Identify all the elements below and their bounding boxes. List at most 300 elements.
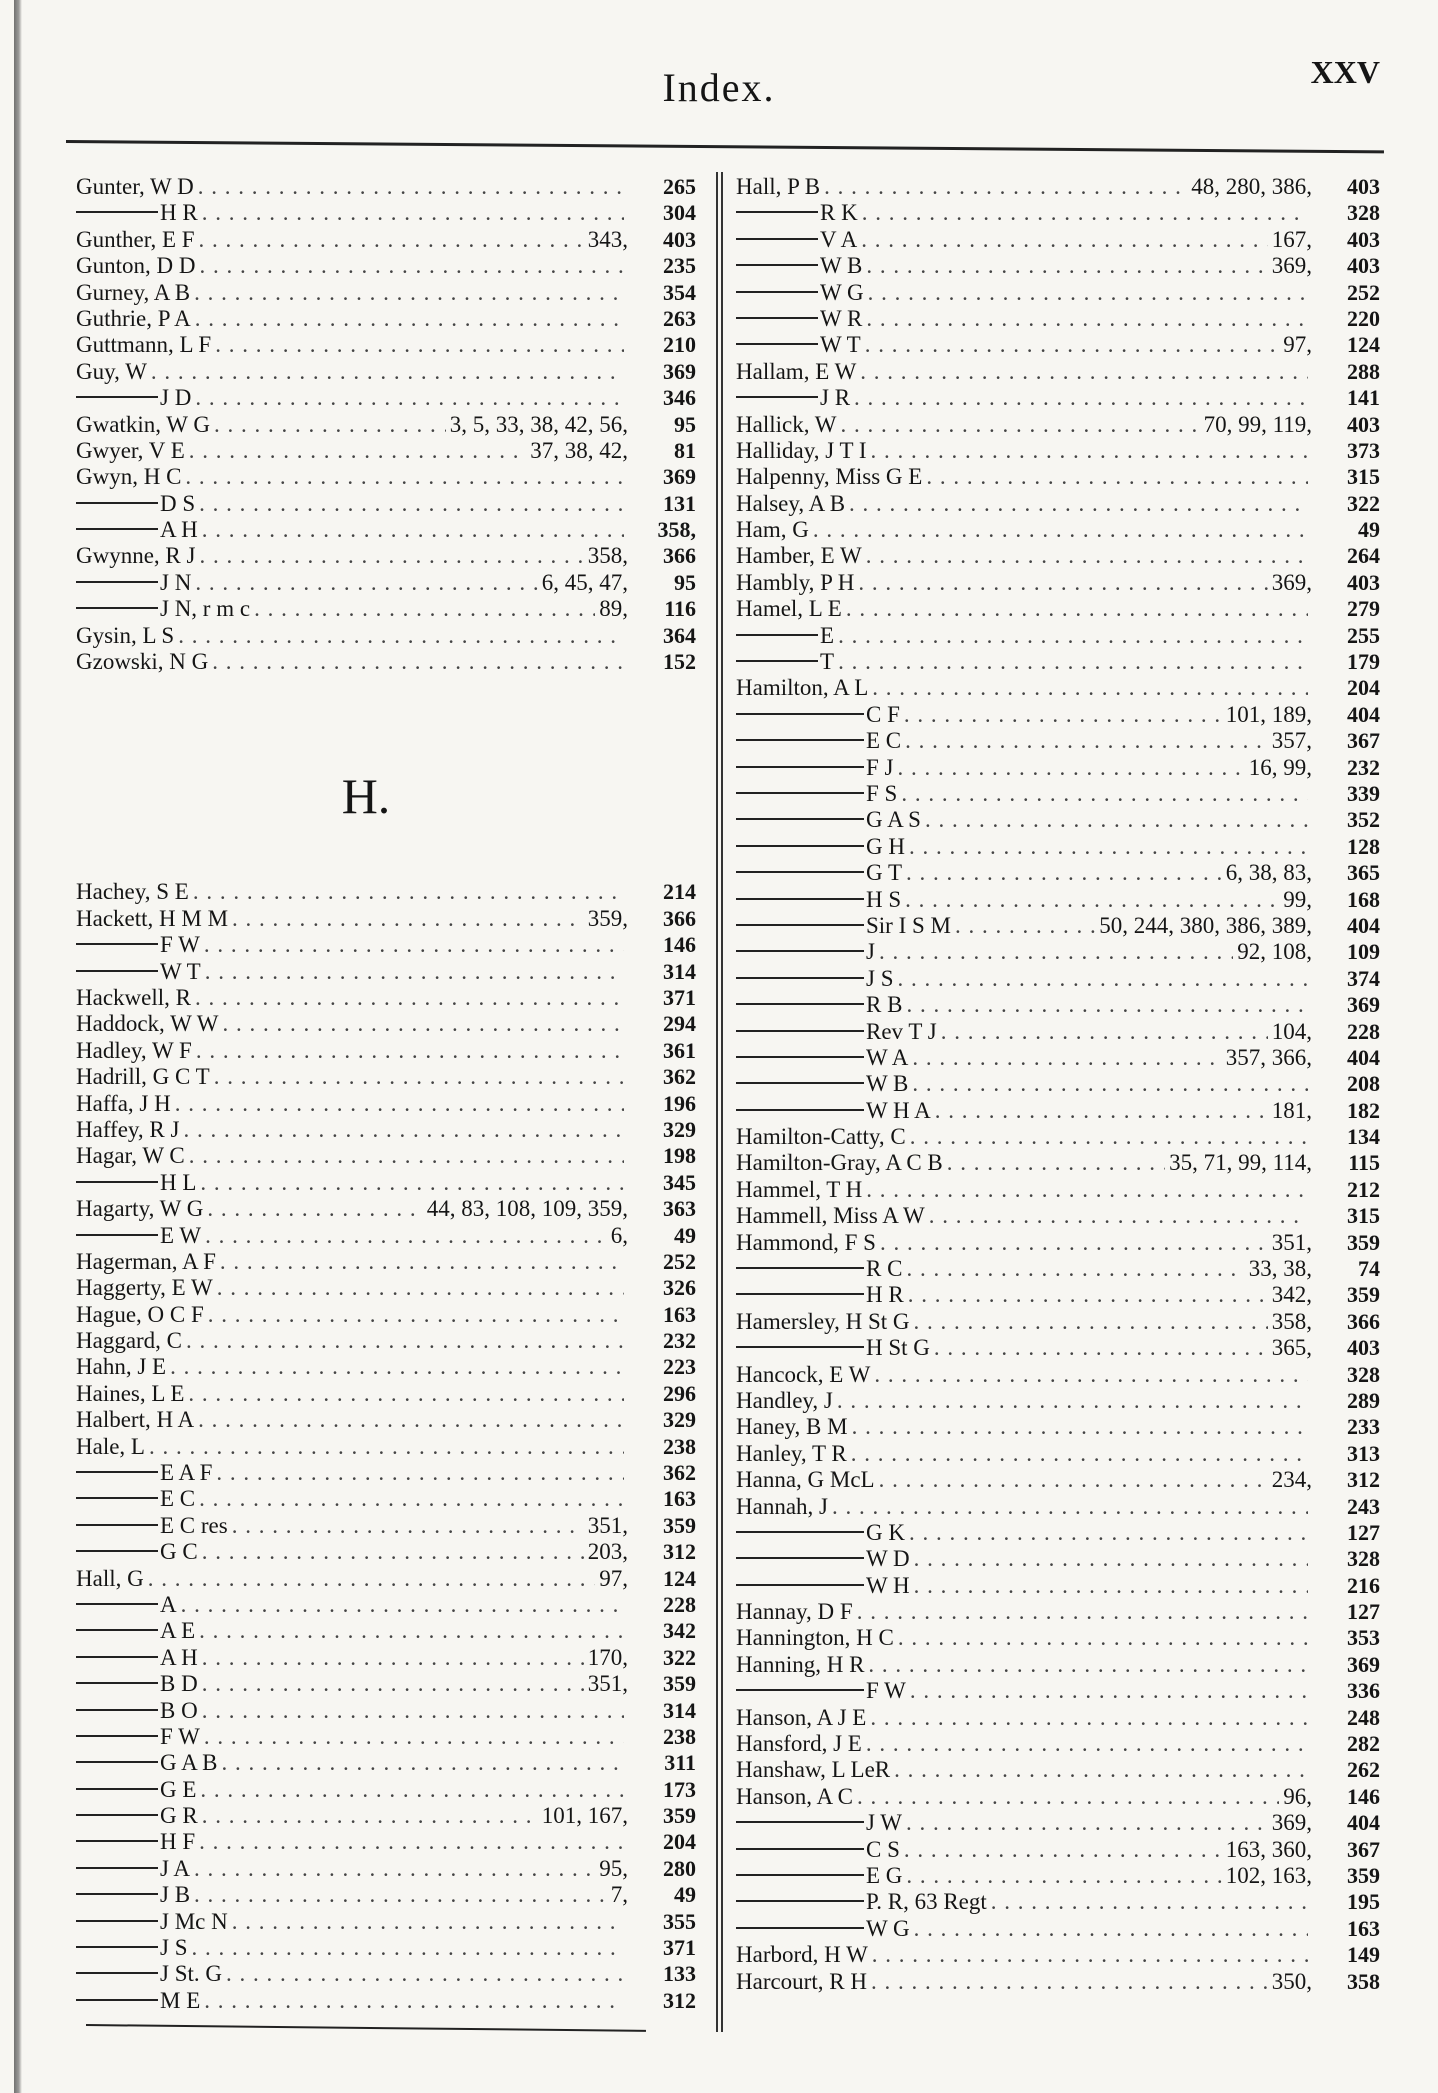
ditto-rule (76, 1709, 158, 1711)
entry-name: Hansford, J E (736, 1731, 862, 1757)
index-entry (736, 385, 1380, 411)
entry-name: Hamber, E W (736, 543, 862, 569)
ditto-rule (736, 1293, 864, 1295)
ditto-rule (76, 1761, 158, 1763)
entry-name: Guy, W (76, 358, 147, 384)
index-entry (736, 332, 1380, 358)
entry-page: 322 (663, 1644, 696, 1670)
index-entry (76, 1592, 696, 1618)
index-entry (736, 1177, 1380, 1203)
index-entry (736, 1441, 1380, 1467)
ditto-rule (736, 1557, 864, 1559)
entry-name: J S (160, 1935, 188, 1961)
index-entry (736, 1203, 1380, 1229)
entry-name: W T (160, 958, 201, 984)
entry-name: Hanson, A C (736, 1783, 853, 1809)
entry-extra-pages: 33, 38, (1248, 1256, 1312, 1282)
dot-leader (813, 517, 1308, 543)
entry-name: G A S (866, 807, 921, 833)
dot-leader (192, 1935, 625, 1961)
entry-name: Sir I S M (866, 912, 951, 938)
dot-leader (222, 1750, 624, 1776)
entry-page: 210 (663, 332, 696, 358)
entry-page: 152 (663, 649, 696, 675)
entry-name: Harbord, H W (736, 1942, 868, 1968)
ditto-rule (736, 238, 818, 240)
index-entry (76, 1856, 696, 1882)
entry-name: E C (160, 1486, 196, 1512)
entry-page: 346 (663, 385, 696, 411)
entry-name: B O (160, 1697, 198, 1723)
index-entry (76, 985, 696, 1011)
index-entry (736, 1599, 1380, 1625)
ditto-rule (76, 1920, 158, 1922)
dot-leader (204, 1724, 624, 1750)
entry-name: Hanley, T R (736, 1440, 847, 1466)
entry-name: J D (160, 385, 192, 411)
dot-leader (202, 1539, 584, 1565)
entry-extra-pages: 163, 360, (1225, 1836, 1312, 1862)
dot-leader (202, 1645, 584, 1671)
ditto-rule (76, 1735, 158, 1737)
entry-page: 359 (663, 1671, 696, 1697)
entry-page: 359 (663, 1803, 696, 1829)
dot-leader (955, 913, 1095, 939)
entry-name: Hallick, W (736, 411, 837, 437)
entry-name: Halsey, A B (736, 490, 846, 516)
index-entry (736, 1652, 1380, 1678)
index-entry (76, 1698, 696, 1724)
entry-name: Haney, B M (736, 1414, 848, 1440)
dot-leader (872, 1942, 1308, 1968)
entry-name: Hammond, F S (736, 1229, 876, 1255)
entry-page: 371 (663, 1935, 696, 1961)
dot-leader (216, 1460, 624, 1486)
entry-page: 403 (1347, 253, 1380, 279)
dot-leader (181, 1592, 624, 1618)
entry-page: 127 (1347, 1599, 1380, 1625)
dot-leader (909, 834, 1308, 860)
dot-leader (196, 1038, 624, 1064)
ditto-rule (76, 1972, 158, 1974)
dot-leader (204, 1988, 624, 2014)
entry-name: Gunter, W D (76, 174, 194, 199)
entry-name: A H (160, 517, 198, 543)
index-entry (736, 623, 1380, 649)
entry-name: R K (820, 200, 858, 226)
entry-page: 235 (663, 253, 696, 279)
dot-leader (894, 1757, 1308, 1783)
entry-page: 252 (663, 1248, 696, 1274)
entry-name: E A F (160, 1460, 213, 1486)
entry-extra-pages: 99, (1283, 886, 1312, 912)
index-list-h-continued (736, 174, 1380, 1995)
entry-name: Handley, J (736, 1387, 833, 1413)
dot-leader (879, 939, 1233, 965)
index-entry (736, 306, 1380, 332)
entry-name: F W (160, 932, 200, 958)
entry-name: Hadrill, G C T (76, 1064, 210, 1090)
dot-leader (914, 1309, 1268, 1335)
entry-name: W D (866, 1546, 910, 1572)
index-list-h (76, 879, 696, 2014)
index-entry (736, 1124, 1380, 1150)
entry-page: 49 (674, 1222, 696, 1248)
index-entry (76, 1354, 696, 1380)
entry-page: 404 (1347, 701, 1380, 727)
entry-name: Hannay, D F (736, 1599, 853, 1625)
index-entry (736, 1546, 1380, 1572)
dot-leader (866, 1731, 1308, 1757)
dot-leader (207, 1196, 422, 1222)
ditto-rule (736, 1584, 864, 1586)
entry-page: 133 (663, 1961, 696, 1987)
entry-page: 146 (1347, 1783, 1380, 1809)
entry-page: 204 (1347, 675, 1380, 701)
index-entry (76, 1513, 696, 1539)
entry-name: Haffey, R J (76, 1116, 180, 1142)
index-entry (736, 200, 1380, 226)
dot-leader (200, 1777, 624, 1803)
dot-leader (914, 1916, 1308, 1942)
entry-name: P. R, 63 Regt (866, 1889, 987, 1915)
dot-leader (232, 906, 584, 932)
entry-name: J (866, 939, 875, 965)
entry-name: Hanna, G McL (736, 1467, 875, 1493)
index-entry (736, 781, 1380, 807)
index-entry (76, 1539, 696, 1565)
ditto-rule (736, 660, 818, 662)
ditto-rule (76, 1524, 158, 1526)
entry-page: 163 (663, 1301, 696, 1327)
dot-leader (854, 385, 1308, 411)
entry-name: Hamersley, H St G (736, 1308, 910, 1334)
index-entry (736, 438, 1380, 464)
dot-leader (909, 1520, 1308, 1546)
dot-leader (226, 1961, 624, 1987)
dot-leader (851, 1441, 1308, 1467)
index-entry (736, 1573, 1380, 1599)
ditto-rule (76, 1814, 158, 1816)
entry-page: 95 (674, 569, 696, 595)
ditto-rule (736, 977, 864, 979)
index-entry (736, 1309, 1380, 1335)
index-entry (76, 1038, 696, 1064)
dot-leader (199, 1618, 624, 1644)
dot-leader (866, 253, 1267, 279)
index-entry (736, 543, 1380, 569)
index-entry (76, 1671, 696, 1697)
entry-name: Harcourt, R H (736, 1968, 867, 1994)
entry-page: 362 (663, 1460, 696, 1486)
index-entry (76, 1381, 696, 1407)
entry-page: 115 (1348, 1150, 1380, 1176)
entry-name: Hambly, P H (736, 569, 855, 595)
entry-name: Hachey, S E (76, 879, 189, 905)
entry-extra-pages: 70, 99, 119, (1203, 411, 1312, 437)
entry-name: Guthrie, P A (76, 305, 191, 331)
dot-leader (879, 1467, 1268, 1493)
dot-leader (195, 306, 624, 332)
dot-leader (906, 1863, 1221, 1889)
entry-page: 214 (663, 879, 696, 905)
dot-leader (824, 174, 1187, 200)
dot-leader (199, 253, 624, 279)
index-entry (76, 1935, 696, 1961)
ditto-rule (736, 1874, 864, 1876)
entry-page: 127 (1347, 1519, 1380, 1545)
entry-extra-pages: 342, (1271, 1282, 1312, 1308)
dot-leader (908, 1282, 1268, 1308)
dot-leader (208, 1302, 624, 1328)
entry-page: 228 (1347, 1018, 1380, 1044)
entry-name: Guttmann, L F (76, 332, 212, 358)
entry-name: W A (866, 1044, 909, 1070)
entry-page: 263 (663, 305, 696, 331)
index-entry (736, 1335, 1380, 1361)
index-entry (76, 1961, 696, 1987)
index-entry (76, 1777, 696, 1803)
entry-name: Halpenny, Miss G E (736, 464, 923, 490)
entry-page: 329 (663, 1407, 696, 1433)
entry-page: 339 (1347, 780, 1380, 806)
entry-page: 255 (1347, 622, 1380, 648)
entry-page: 49 (674, 1882, 696, 1908)
ditto-rule (76, 1682, 158, 1684)
entry-name: J N, r m c (160, 596, 251, 622)
entry-name: G R (160, 1803, 198, 1829)
dot-leader (199, 1829, 624, 1855)
entry-name: H L (160, 1169, 197, 1195)
entry-extra-pages: 234, (1271, 1467, 1312, 1493)
dot-leader (868, 1652, 1308, 1678)
dot-leader (202, 1671, 584, 1697)
index-entry (76, 1170, 696, 1196)
entry-name: Ham, G (736, 517, 809, 543)
entry-name: Hadley, W F (76, 1037, 192, 1063)
entry-name: H R (160, 200, 198, 226)
entry-name: Haines, L E (76, 1380, 185, 1406)
entry-extra-pages: 203, (587, 1539, 628, 1565)
entry-page: 367 (1347, 728, 1380, 754)
entry-page: 369 (1347, 1651, 1380, 1677)
ditto-rule (76, 1656, 158, 1658)
entry-page: 359 (1347, 1282, 1380, 1308)
entry-name: A E (160, 1618, 196, 1644)
entry-extra-pages: 170, (587, 1644, 628, 1670)
entry-page: 212 (1347, 1176, 1380, 1202)
entry-name: Haggard, C (76, 1328, 183, 1354)
entry-name: A H (160, 1644, 198, 1670)
entry-name: W H A (866, 1097, 931, 1123)
index-entry (76, 1407, 696, 1433)
entry-name: Hamilton, A L (736, 675, 869, 701)
entry-name: Hahn, J E (76, 1354, 167, 1380)
ditto-rule (76, 1471, 158, 1473)
entry-name: W G (820, 279, 864, 305)
entry-extra-pages: 7, (610, 1882, 628, 1908)
dot-leader (941, 1019, 1268, 1045)
ditto-rule (76, 1497, 158, 1499)
entry-page: 358, (657, 517, 696, 543)
entry-extra-pages: 357, (1271, 728, 1312, 754)
index-entry (736, 1784, 1380, 1810)
entry-page: 315 (1347, 1203, 1380, 1229)
entry-name: B D (160, 1671, 198, 1697)
entry-name: J A (160, 1855, 191, 1881)
index-entry (736, 966, 1380, 992)
index-entry (76, 1434, 696, 1460)
ditto-rule (736, 1927, 864, 1929)
dot-leader (866, 543, 1308, 569)
entry-page: 173 (663, 1776, 696, 1802)
dot-leader (871, 438, 1308, 464)
entry-name: W G (866, 1915, 910, 1941)
dot-leader (841, 412, 1200, 438)
dot-leader (912, 1071, 1308, 1097)
dot-leader (929, 1203, 1308, 1229)
entry-name: Haddock, W W (76, 1011, 219, 1037)
entry-page: 288 (1347, 358, 1380, 384)
index-entry (736, 860, 1380, 886)
ditto-rule (736, 396, 818, 398)
ditto-rule (76, 1788, 158, 1790)
entry-name: H S (866, 886, 902, 912)
entry-extra-pages: 101, 189, (1225, 701, 1312, 727)
entry-page: 131 (663, 490, 696, 516)
entry-page: 124 (663, 1565, 696, 1591)
dot-leader (862, 200, 1308, 226)
ditto-rule (76, 1629, 158, 1631)
index-entry (736, 913, 1380, 939)
entry-name: D S (160, 490, 196, 516)
ditto-rule (76, 1893, 158, 1895)
dot-leader (904, 1837, 1222, 1863)
entry-name: Gwyn, H C (76, 464, 182, 490)
index-entry (76, 517, 696, 543)
index-entry (736, 1071, 1380, 1097)
entry-page: 358 (1347, 1968, 1380, 1994)
entry-name: W B (866, 1071, 909, 1097)
ditto-rule (736, 1346, 864, 1348)
entry-extra-pages: 6, 45, 47, (541, 569, 628, 595)
dot-leader (204, 932, 624, 958)
entry-page: 328 (1347, 200, 1380, 226)
entry-name: Hague, O C F (76, 1301, 204, 1327)
dot-leader (222, 1011, 624, 1037)
dot-leader (866, 306, 1308, 332)
index-entry (736, 1757, 1380, 1783)
index-entry (76, 1829, 696, 1855)
entry-page: 403 (1347, 1335, 1380, 1361)
entry-page: 366 (1347, 1308, 1380, 1334)
dot-leader (837, 1388, 1308, 1414)
dot-leader (178, 623, 624, 649)
ditto-rule (736, 1531, 864, 1533)
index-entry (736, 1388, 1380, 1414)
entry-extra-pages: 95, (599, 1855, 628, 1881)
entry-name: E C res (160, 1512, 228, 1538)
dot-leader (198, 174, 624, 200)
ditto-rule (736, 871, 864, 873)
entry-name: Hanshaw, L LeR (736, 1757, 891, 1783)
entry-page: 366 (663, 543, 696, 569)
entry-name: H R (866, 1282, 904, 1308)
ditto-rule (736, 1821, 864, 1823)
entry-name: E W (160, 1222, 202, 1248)
index-entry (76, 1249, 696, 1275)
entry-name: Haggerty, E W (76, 1275, 213, 1301)
dot-leader (200, 1170, 624, 1196)
dot-leader (188, 1381, 624, 1407)
index-entry (76, 359, 696, 385)
page-title: Index. (662, 65, 776, 110)
entry-page: 403 (1347, 174, 1380, 199)
index-entry (76, 280, 696, 306)
index-entry (736, 728, 1380, 754)
ditto-rule (736, 1109, 864, 1111)
entry-name: G H (866, 833, 905, 859)
index-entry (76, 879, 696, 905)
index-entry (736, 1889, 1380, 1915)
entry-page: 238 (663, 1433, 696, 1459)
index-entry (76, 1064, 696, 1090)
ditto-rule (76, 943, 158, 945)
ditto-rule (736, 950, 864, 952)
index-entry (76, 306, 696, 332)
ditto-rule (736, 766, 864, 768)
entry-page: 208 (1347, 1071, 1380, 1097)
entry-page: 146 (663, 932, 696, 958)
ditto-rule (736, 264, 818, 266)
ditto-rule (736, 1082, 864, 1084)
section-spacer (76, 855, 696, 879)
index-entry (76, 1988, 696, 2014)
entry-page: 354 (663, 279, 696, 305)
entry-page: 232 (663, 1328, 696, 1354)
dot-leader (898, 1625, 1308, 1651)
dot-leader (872, 675, 1308, 701)
index-entry (76, 1302, 696, 1328)
entry-page: 49 (1358, 517, 1380, 543)
dot-leader (214, 412, 446, 438)
index-entry (76, 959, 696, 985)
dot-leader (151, 359, 624, 385)
ditto-rule (736, 713, 864, 715)
entry-page: 366 (663, 905, 696, 931)
index-entry (736, 1810, 1380, 1836)
section-heading: H. (341, 768, 391, 825)
entry-name: Hancock, E W (736, 1361, 871, 1387)
entry-name: Gwynne, R J (76, 543, 196, 569)
entry-extra-pages: 44, 83, 108, 109, 359, (426, 1196, 628, 1222)
index-entry (736, 1282, 1380, 1308)
dot-leader (926, 464, 1308, 490)
entry-extra-pages: 35, 71, 99, 114, (1169, 1150, 1312, 1176)
entry-page: 216 (1347, 1572, 1380, 1598)
index-entry (736, 1467, 1380, 1493)
entry-name: Hanson, A J E (736, 1704, 867, 1730)
entry-page: 313 (1347, 1440, 1380, 1466)
dot-leader (232, 1513, 584, 1539)
index-entry (76, 227, 696, 253)
entry-page: 329 (663, 1116, 696, 1142)
entry-name: G E (160, 1776, 197, 1802)
entry-name: J S (866, 965, 894, 991)
ditto-rule (76, 1603, 158, 1605)
entry-page: 404 (1347, 912, 1380, 938)
entry-name: G C (160, 1539, 198, 1565)
